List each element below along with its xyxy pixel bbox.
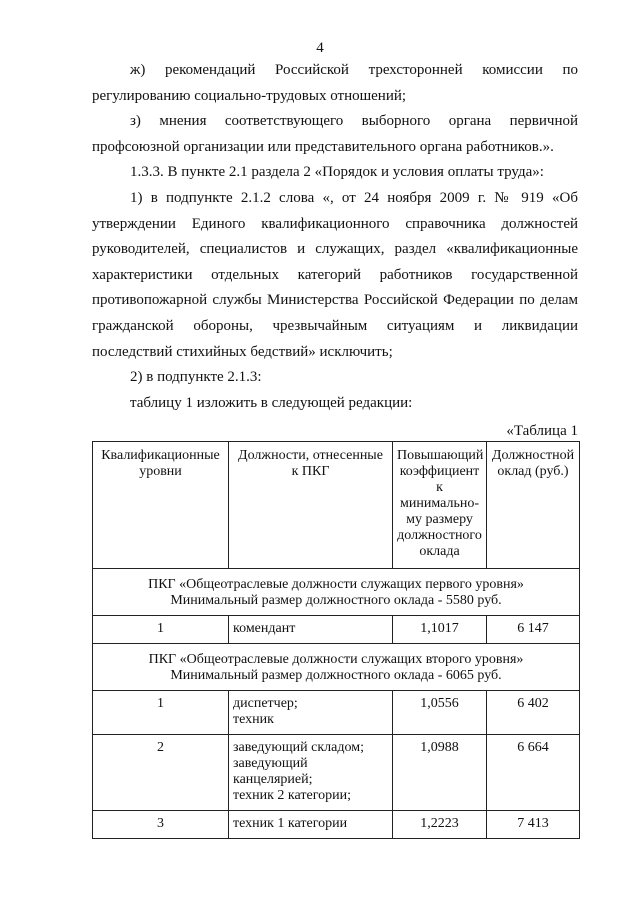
- body-text: [92, 58, 578, 416]
- table-row: [93, 616, 580, 644]
- position-name: комендант: [233, 621, 296, 636]
- header-levels: Квалификационные уровни: [93, 442, 229, 569]
- cell-salary: 6 147: [487, 616, 580, 644]
- table-row: [93, 735, 580, 811]
- table-caption: «Таблица 1: [506, 423, 578, 439]
- cell-positions: [229, 691, 393, 735]
- group-header-cell: [93, 644, 580, 691]
- cell-coefficient: 1,1017: [393, 616, 487, 644]
- position-name: техник 1 категории: [233, 816, 348, 831]
- cell-positions: [229, 735, 393, 811]
- cell-salary: 6 664: [487, 735, 580, 811]
- position-name: техник 2 категории;: [233, 788, 351, 803]
- header-positions: Должности, отнесенные к ПКГ: [229, 442, 393, 569]
- paragraph-subitem-1: 1) в подпункте 2.1.2 слова «, от 24 ноября 2009 г. № 919 «Об утверждении Единого квалификационного справочника должностей руководителей, специалистов и служащих, раздел «квалификационные характеристики отдельных категорий работников государственной противопожарной службы Министерства Российской Федерации по делам гражданской обороны, чрезвычайным ситуациям и ликвидации последствий стихийных бедствий» исключить;: [92, 189, 578, 360]
- table-header-row: [93, 442, 580, 569]
- table-row: [93, 811, 580, 839]
- group-title: ПКГ «Общеотраслевые должности служащих первого уровня»: [148, 577, 524, 592]
- cell-level: 1: [93, 616, 229, 644]
- header-coefficient: Повышающий коэффициент к минимально-му размеру должностного оклада: [393, 442, 487, 569]
- group-min-salary: Минимальный размер должностного оклада - 6065 руб.: [170, 668, 502, 683]
- position-name: диспетчер;: [233, 696, 298, 711]
- cell-coefficient: 1,2223: [393, 811, 487, 839]
- cell-coefficient: 1,0988: [393, 735, 487, 811]
- cell-level: 1: [93, 691, 229, 735]
- paragraph-table-intro: таблицу 1 изложить в следующей редакции:: [130, 394, 413, 411]
- group-header-row: [93, 644, 580, 691]
- header-salary: Должностной оклад (руб.): [487, 442, 580, 569]
- position-name: техник: [233, 712, 274, 727]
- group-header-cell: [93, 569, 580, 616]
- paragraph-1-3-3: 1.3.3. В пункте 2.1 раздела 2 «Порядок и условия оплаты труда»:: [130, 164, 544, 181]
- group-title: ПКГ «Общеотраслевые должности служащих второго уровня»: [148, 652, 524, 667]
- cell-level: 3: [93, 811, 229, 839]
- paragraph-z: з) мнения соответствующего выборного органа первичной профсоюзной организации или представительного органа работников.».: [92, 113, 578, 155]
- position-name: заведующий: [233, 756, 308, 771]
- group-min-salary: Минимальный размер должностного оклада - 5580 руб.: [170, 593, 502, 608]
- page-number: 4: [316, 40, 324, 56]
- paragraph-subitem-2: 2) в подпункте 2.1.3:: [130, 369, 262, 386]
- cell-coefficient: 1,0556: [393, 691, 487, 735]
- paragraph-zh: ж) рекомендаций Российской трехсторонней комиссии по регулированию социально-трудовых отношений;: [92, 62, 578, 104]
- cell-positions: [229, 616, 393, 644]
- position-name: заведующий складом;: [233, 740, 364, 755]
- salary-table: [92, 441, 580, 839]
- cell-level: 2: [93, 735, 229, 811]
- group-header-row: [93, 569, 580, 616]
- position-name: канцелярией;: [233, 772, 313, 787]
- table-row: [93, 691, 580, 735]
- cell-salary: 7 413: [487, 811, 580, 839]
- cell-positions: [229, 811, 393, 839]
- cell-salary: 6 402: [487, 691, 580, 735]
